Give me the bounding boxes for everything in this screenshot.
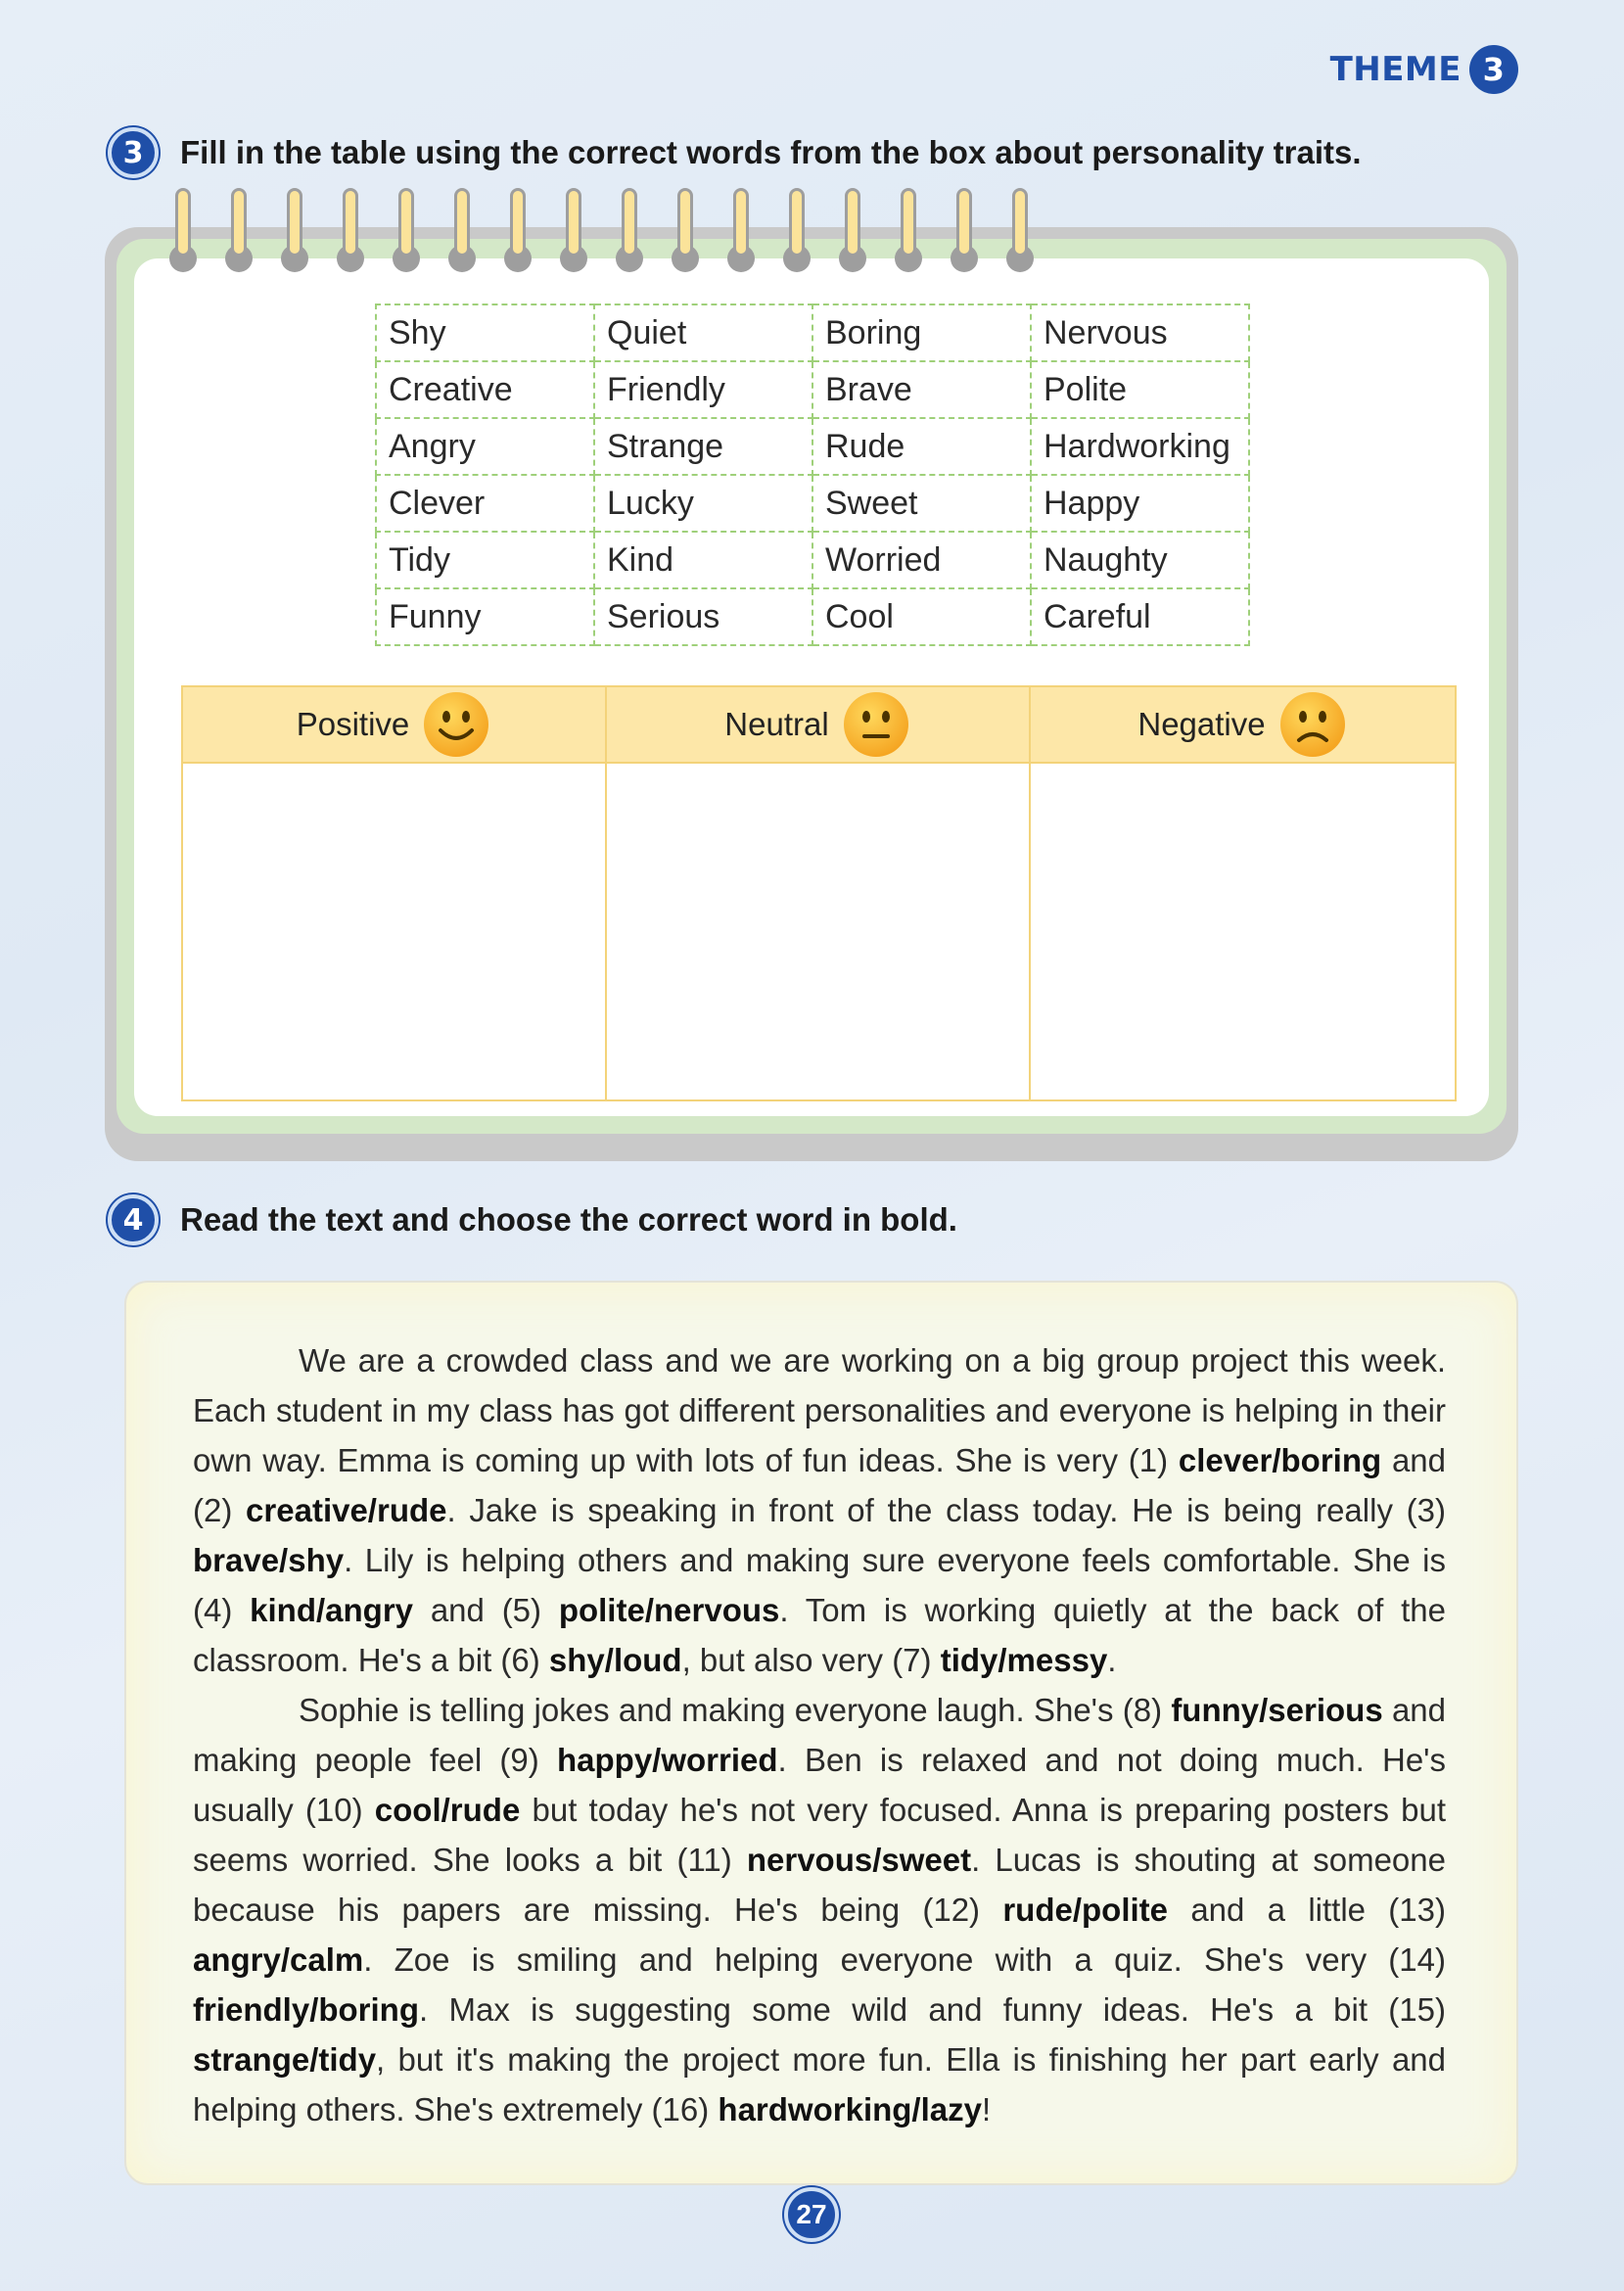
text-segment: and a little (13): [1168, 1892, 1446, 1928]
exercise-3-number-badge: 3: [108, 127, 159, 178]
column-label-negative: Negative: [1137, 706, 1266, 742]
text-segment: but today he's not very focused. Anna is preparing posters but seems worried. She looks a bit (11): [193, 1792, 1446, 1878]
text-segment: . Lily is helping others and making sure everyone feels comfortable. She is (4): [193, 1542, 1446, 1628]
text-segment: . Max is suggesting some wild and funny ideas. He's a bit (15): [419, 1991, 1446, 2028]
spiral-ring: [783, 188, 811, 286]
spiral-ring: [951, 188, 978, 286]
reading-text-panel: [124, 1281, 1518, 2185]
word-box: [375, 304, 1250, 646]
column-label-neutral: Neutral: [724, 706, 829, 742]
text-segment: . Tom is working quietly at the back of the classroom. He's a bit (6): [193, 1592, 1446, 1678]
word-box-row: [376, 304, 1249, 361]
word-choice[interactable]: angry/calm: [193, 1941, 364, 1978]
answer-cell-positive[interactable]: [183, 764, 607, 1099]
word-box-cell: Friendly: [594, 361, 812, 418]
word-box-cell: Brave: [812, 361, 1031, 418]
spiral-ring: [895, 188, 922, 286]
word-box-cell: Careful: [1031, 588, 1249, 645]
text-segment: We are a crowded class and we are working on a big group project this week. Each student in my class has got different personalities and everyone is helping in their own way. Emma is coming up with lots of fun ideas. She is very (1): [193, 1342, 1446, 1478]
reading-text: [193, 1335, 1446, 2134]
word-choice[interactable]: kind/angry: [250, 1592, 414, 1628]
word-box-cell: Rude: [812, 418, 1031, 475]
text-segment: and (5): [413, 1592, 559, 1628]
spiral-ring: [616, 188, 643, 286]
spiral-ring: [169, 188, 197, 286]
spiral-ring: [337, 188, 364, 286]
word-choice[interactable]: hardworking/lazy: [718, 2091, 982, 2127]
personality-sort-table: [181, 685, 1457, 1101]
word-choice[interactable]: happy/worried: [557, 1742, 778, 1778]
column-header-neutral: [607, 687, 1031, 764]
word-box-cell: Boring: [812, 304, 1031, 361]
happy-face-icon: [421, 689, 491, 760]
word-box-cell: Sweet: [812, 475, 1031, 532]
word-box-cell: Cool: [812, 588, 1031, 645]
theme-header: [1330, 45, 1518, 94]
word-box-row: [376, 418, 1249, 475]
spiral-ring: [281, 188, 308, 286]
word-choice[interactable]: tidy/messy: [940, 1642, 1108, 1678]
word-box-cell: Hardworking: [1031, 418, 1249, 475]
word-choice[interactable]: brave/shy: [193, 1542, 345, 1578]
word-box-cell: Naughty: [1031, 532, 1249, 588]
neutral-face-icon: [841, 689, 911, 760]
spiral-ring: [560, 188, 587, 286]
text-segment: . Jake is speaking in front of the class today. He is being really (3): [446, 1492, 1446, 1528]
word-box-cell: Angry: [376, 418, 594, 475]
text-segment: . Zoe is smiling and helping everyone with a quiz. She's very (14): [363, 1941, 1446, 1978]
spiral-ring: [393, 188, 420, 286]
exercise-3-instruction-row: [108, 127, 1362, 178]
text-segment: . Lucas is shouting at someone because his papers are missing. He's being (12): [193, 1842, 1446, 1928]
word-box-row: [376, 588, 1249, 645]
page-number-badge: 27: [784, 2187, 839, 2242]
answer-cell-negative[interactable]: [1031, 764, 1455, 1099]
text-segment: and making people feel (9): [193, 1692, 1446, 1778]
word-box-cell: Nervous: [1031, 304, 1249, 361]
word-box-cell: Creative: [376, 361, 594, 418]
reading-paragraph: [193, 1685, 1446, 2134]
spiral-ring: [225, 188, 253, 286]
spiral-ring: [504, 188, 532, 286]
spiral-ring: [448, 188, 476, 286]
word-box-cell: Serious: [594, 588, 812, 645]
sad-face-icon: [1277, 689, 1348, 760]
word-choice[interactable]: clever/boring: [1178, 1442, 1382, 1478]
word-choice[interactable]: cool/rude: [374, 1792, 521, 1828]
word-box-cell: Shy: [376, 304, 594, 361]
word-choice[interactable]: funny/serious: [1171, 1692, 1383, 1728]
word-box-cell: Funny: [376, 588, 594, 645]
word-box-cell: Quiet: [594, 304, 812, 361]
word-box-cell: Worried: [812, 532, 1031, 588]
answer-cell-neutral[interactable]: [607, 764, 1031, 1099]
column-header-positive: [183, 687, 607, 764]
column-label-positive: Positive: [296, 706, 410, 742]
word-box-cell: Kind: [594, 532, 812, 588]
word-choice[interactable]: friendly/boring: [193, 1991, 419, 2028]
word-box-row: [376, 532, 1249, 588]
word-box-row: [376, 475, 1249, 532]
exercise-4-instruction: Read the text and choose the correct word in bold.: [180, 1201, 957, 1238]
text-segment: .: [1107, 1642, 1117, 1678]
column-header-negative: [1031, 687, 1455, 764]
exercise-4-instruction-row: [108, 1194, 957, 1245]
text-segment: and (2): [193, 1442, 1446, 1528]
word-box-row: [376, 361, 1249, 418]
word-box-cell: Clever: [376, 475, 594, 532]
text-segment: , but also very (7): [681, 1642, 941, 1678]
text-segment: , but it's making the project more fun. Ella is finishing her part early and helping others. She's extremely (16): [193, 2041, 1446, 2127]
word-box-cell: Polite: [1031, 361, 1249, 418]
word-choice[interactable]: strange/tidy: [193, 2041, 377, 2078]
text-segment: . Ben is relaxed and not doing much. He's usually (10): [193, 1742, 1446, 1828]
word-choice[interactable]: creative/rude: [246, 1492, 447, 1528]
spiral-ring: [727, 188, 755, 286]
word-box-cell: Strange: [594, 418, 812, 475]
word-choice[interactable]: rude/polite: [1002, 1892, 1169, 1928]
word-box-cell: Tidy: [376, 532, 594, 588]
text-segment: Sophie is telling jokes and making everyone laugh. She's (8): [299, 1692, 1172, 1728]
reading-paragraph: [193, 1335, 1446, 1685]
word-box-cell: Lucky: [594, 475, 812, 532]
word-box-cell: Happy: [1031, 475, 1249, 532]
theme-number-badge: 3: [1469, 45, 1518, 94]
theme-label: THEME: [1329, 50, 1462, 89]
spiral-ring: [839, 188, 866, 286]
exercise-3-instruction: Fill in the table using the correct words from the box about personality traits.: [180, 134, 1362, 170]
spiral-ring: [672, 188, 699, 286]
word-choice[interactable]: shy/loud: [548, 1642, 682, 1678]
word-choice[interactable]: nervous/sweet: [746, 1842, 972, 1878]
word-choice[interactable]: polite/nervous: [558, 1592, 780, 1628]
exercise-4-number-badge: 4: [108, 1194, 159, 1245]
spiral-ring: [1006, 188, 1034, 286]
text-segment: !: [981, 2091, 992, 2127]
